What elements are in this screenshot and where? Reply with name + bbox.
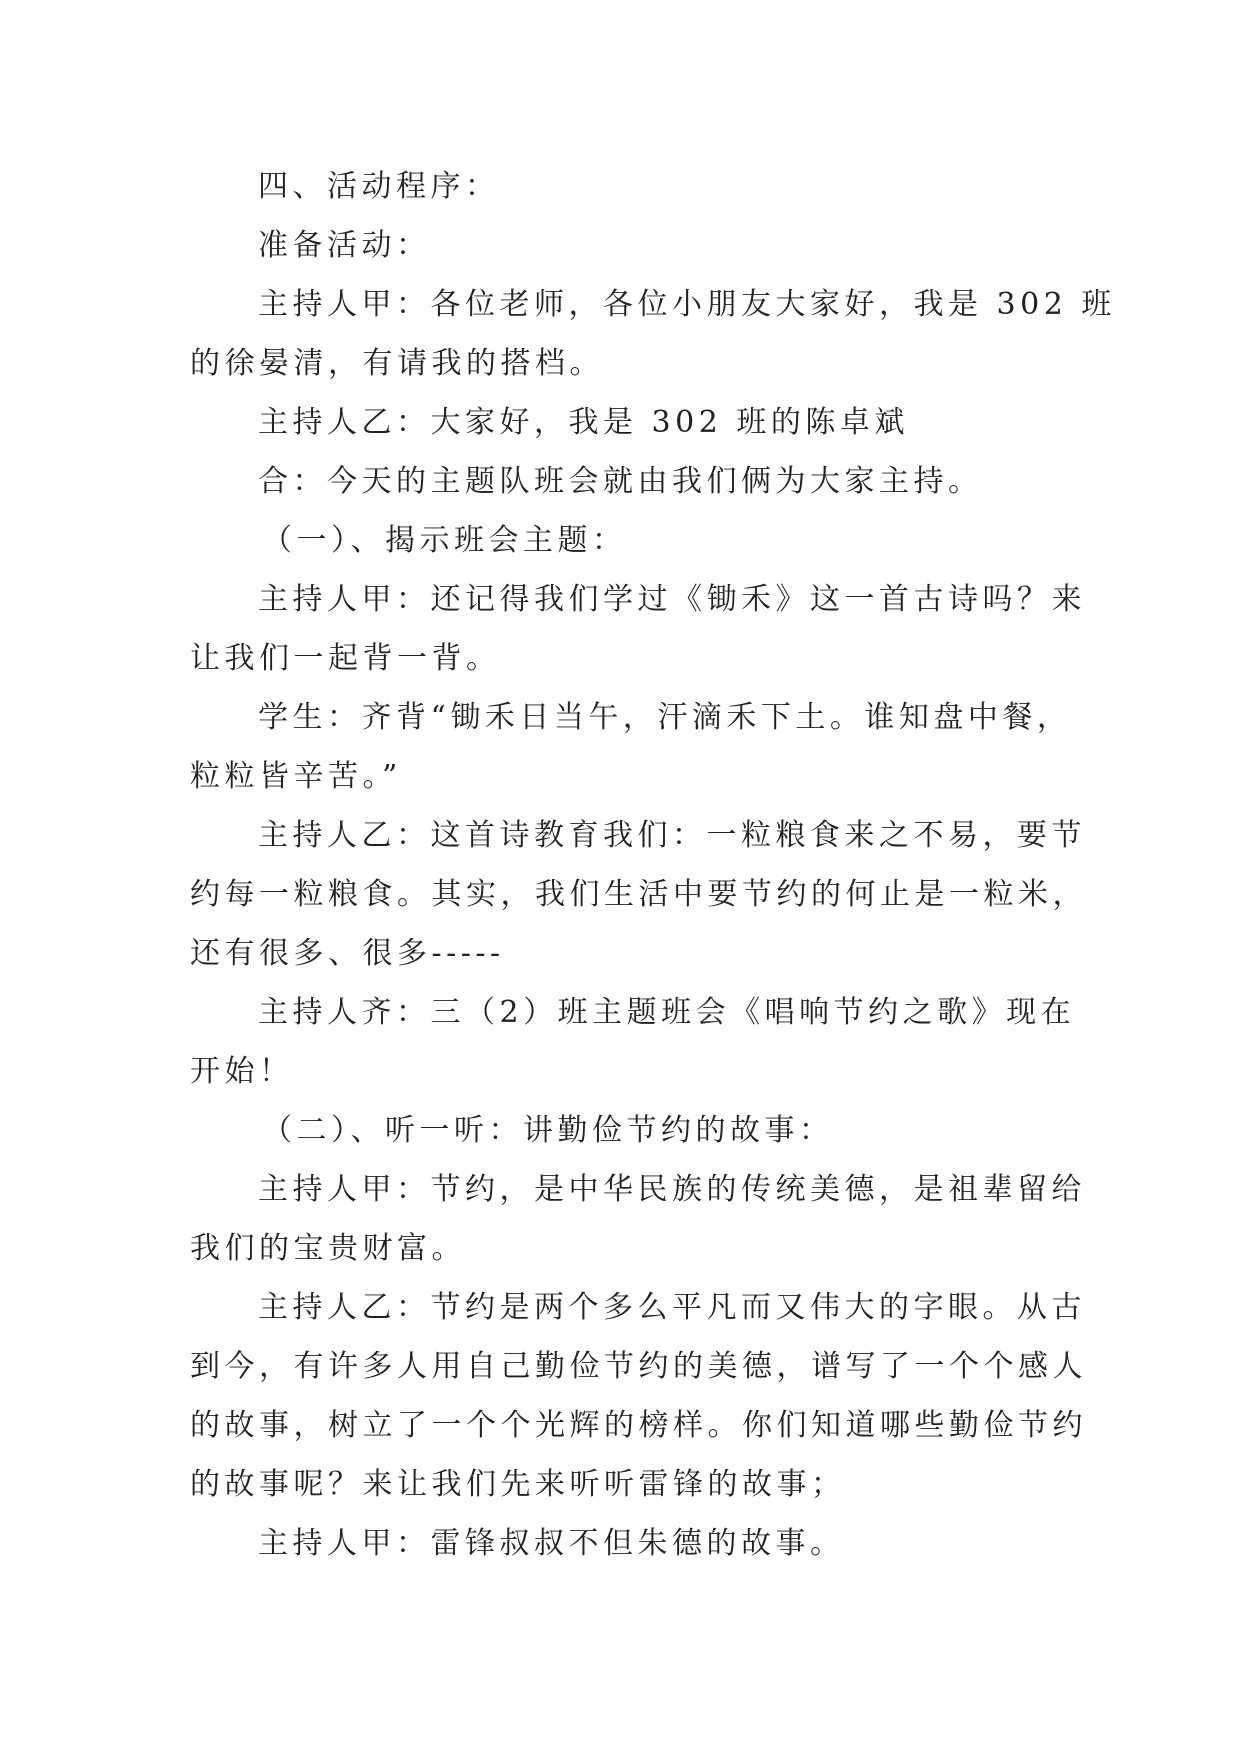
paragraph-line: 合：今天的主题队班会就由我们俩为大家主持。 [258, 464, 983, 499]
paragraph-line: 粒粒皆辛苦。” [190, 759, 402, 794]
paragraph-line: 到今，有许多人用自己勤俭节约的美德，谱写了一个个感人 [190, 1349, 1087, 1384]
paragraph-line: 的徐晏清，有请我的搭档。 [190, 346, 604, 381]
paragraph-line: 主持人甲：雷锋叔叔不但朱德的故事。 [258, 1526, 845, 1561]
paragraph-line: 还有很多、很多----- [190, 936, 505, 971]
paragraph-line: 主持人甲：各位老师，各位小朋友大家好，我是 302 班 [258, 287, 1116, 322]
paragraph-line: 主持人齐：三（2）班主题班会《唱响节约之歌》现在 [258, 995, 1076, 1030]
subsection-heading-stories: （二）、听一听：讲勤俭节约的故事： [262, 1113, 834, 1148]
paragraph-line: 主持人甲：节约，是中华民族的传统美德，是祖辈留给 [258, 1172, 1086, 1207]
paragraph-line: 主持人甲：还记得我们学过《锄禾》这一首古诗吗？来 [258, 582, 1086, 617]
subsection-heading-reveal-theme: （一）、揭示班会主题： [262, 523, 627, 558]
section-heading-activity-procedure: 四、活动程序： [258, 169, 500, 204]
paragraph-line: 让我们一起背一背。 [190, 641, 501, 676]
paragraph-line: 约每一粒粮食。其实，我们生活中要节约的何止是一粒米， [190, 877, 1087, 912]
paragraph-line: 主持人乙：大家好，我是 302 班的陈卓斌 [258, 405, 909, 440]
paragraph-line: 主持人乙：节约是两个多么平凡而又伟大的字眼。从古 [258, 1290, 1086, 1325]
paragraph-line: 开始！ [190, 1054, 294, 1089]
paragraph-line: 我们的宝贵财富。 [190, 1231, 466, 1266]
paragraph-line: 主持人乙：这首诗教育我们：一粒粮食来之不易，要节 [258, 818, 1086, 853]
paragraph-line: 的故事，树立了一个个光辉的榜样。你们知道哪些勤俭节约 [190, 1408, 1087, 1443]
paragraph-line: 学生：齐背“锄禾日当午，汗滴禾下土。谁知盘中餐， [258, 700, 1072, 735]
subheading-preparation: 准备活动： [258, 228, 431, 263]
paragraph-line: 的故事呢？来让我们先来听听雷锋的故事； [190, 1467, 846, 1502]
